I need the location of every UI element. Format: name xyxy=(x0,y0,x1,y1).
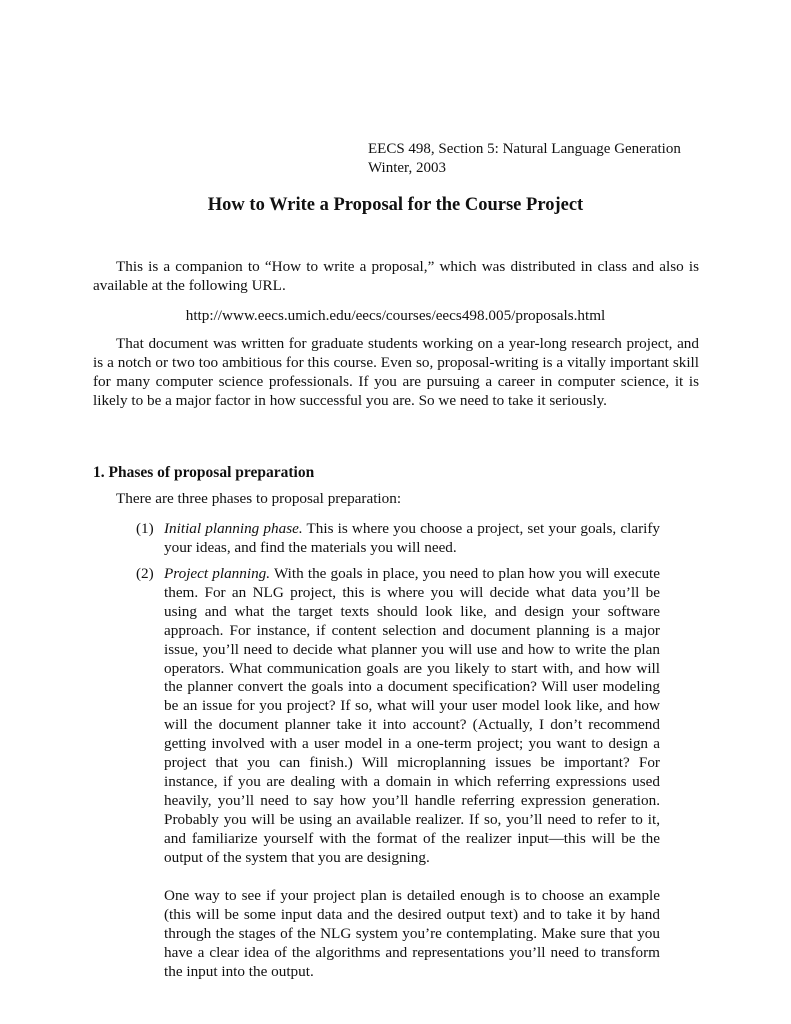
list-item-content xyxy=(164,520,660,558)
intro-paragraph-2-text: That document was written for graduate students working on a year-long research project, and is a notch or two too ambitious for this course. Even so, proposal-writing is a vitally important skill for many computer science professionals. If you are pursuing a career in computer science, it is likely to be a major factor in how successful you are. So we need to take it seriously. xyxy=(93,335,699,409)
intro-paragraph-2 xyxy=(93,335,699,411)
list-item-content xyxy=(164,565,660,868)
section-heading: 1. Phases of proposal preparation xyxy=(93,464,315,481)
intro-paragraph-1 xyxy=(93,258,699,296)
course-line: EECS 498, Section 5: Natural Language Generation xyxy=(368,141,681,157)
list-item-number: (1) xyxy=(136,520,154,537)
list-item xyxy=(136,520,660,558)
list-item-follow-up: One way to see if your project plan is detailed enough is to choose an example (this will be some input data and the desired output text) and to take it by hand through the stages of the NLG system you’re contemplating. Make sure that you have a clear idea of the algorithms and representations you’ll need to transform the input into the output. xyxy=(164,887,660,980)
term-line: Winter, 2003 xyxy=(368,160,446,176)
course-header xyxy=(368,140,681,178)
intro-paragraph-1-text: This is a companion to “How to write a proposal,” which was distributed in class and also is available at the following URL. xyxy=(93,258,699,294)
list-item xyxy=(136,565,660,868)
section-intro: There are three phases to proposal preparation: xyxy=(116,490,402,507)
document-title: How to Write a Proposal for the Course Project xyxy=(207,195,584,215)
list-item-label: Project planning. xyxy=(164,565,271,582)
list-item-text: With the goals in place, you need to plan how you will execute them. For an NLG project, this is where you will decide what data you’ll be using and what the target texts should look like, and design your software approach. For instance, if content selection and document planning is a major issue, you’ll need to decide what planner you will use and how to write the plan operators. What communication goals are you likely to start with, and how will the planner convert the goals into a document specification? Will user modeling be an issue for you project? If so, what will your user model look like, and how will the document planner take it into account? (Actually, I don’t recommend getting involved with a user model in a one-term project; you want to design a project that you can finish.) Will microplanning issues be important? For instance, if you are dealing with a domain in which referring expressions used heavily, you’ll need to say how you’ll handle referring expression generation. Probably you will be using an available realizer. If so, you’ll need to refer to it, and familiarize yourself with the format of the realizer input—this will be the output of the system that you are designing. xyxy=(164,565,660,866)
list-item-label: Initial planning phase. xyxy=(164,520,303,537)
proposal-url: http://www.eecs.umich.edu/eecs/courses/eecs498.005/proposals.html xyxy=(185,307,606,324)
list-item-text: This is where you choose a project, set your goals, clarify your ideas, and find the materials you will need. xyxy=(164,520,660,556)
list-item-number: (2) xyxy=(136,565,154,582)
